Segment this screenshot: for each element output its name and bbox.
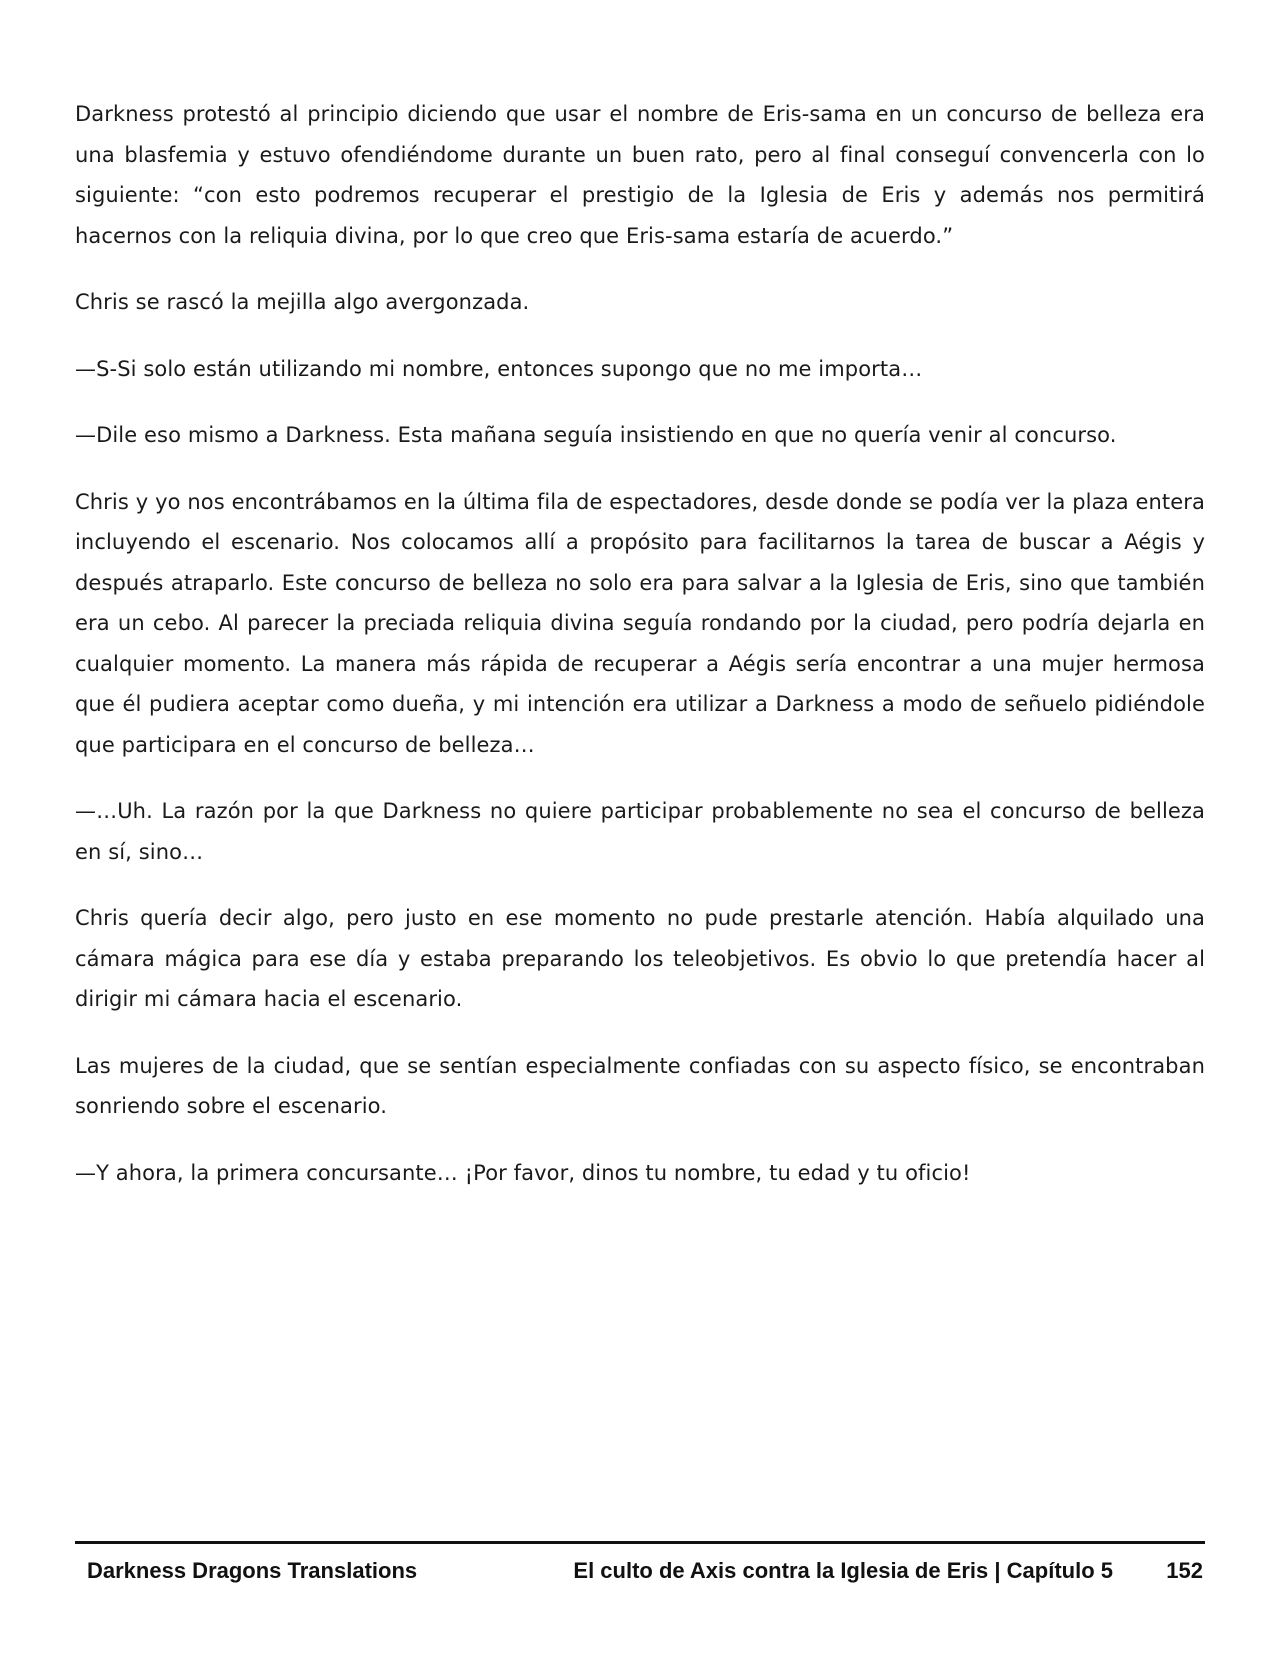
footer-row [75,1554,1205,1594]
paragraph-7: Chris quería decir algo, pero justo en ese momento no pude prestarle atención. Había alquilado una cámara mágica para ese día y estaba preparando los teleobjetivos. Es obvio lo que pretendía hacer al dirigir mi cámara hacia el escenario. [75,906,1205,1011]
page-footer [75,1541,1205,1594]
paragraph-9: —Y ahora, la primera concursante… ¡Por favor, dinos tu nombre, tu edad y tu oficio! [75,1160,971,1185]
paragraph-8: Las mujeres de la ciudad, que se sentían especialmente confiadas con su aspecto físico, se encontraban sonriendo sobre el escenario. [75,1053,1205,1118]
paragraph-6: —…Uh. La razón por la que Darkness no quiere participar probablemente no sea el concurso de belleza en sí, sino… [75,799,1205,864]
page-body [75,94,1205,1219]
paragraph-3: —S-Si solo están utilizando mi nombre, entonces supongo que no me importa… [75,356,923,381]
footer-chapter-title: El culto de Axis contra la Iglesia de Eris | Capítulo 5 [573,1558,1113,1583]
paragraph-4: —Dile eso mismo a Darkness. Esta mañana seguía insistiendo en que no quería venir al concurso. [75,423,1117,447]
paragraph-2: Chris se rascó la mejilla algo avergonzada. [75,290,530,314]
paragraph-5: Chris y yo nos encontrábamos en la última fila de espectadores, desde donde se podía ver la plaza entera incluyendo el escenario. Nos colocamos allí a propósito para facilitarnos la tarea de buscar a Aégis y después atraparlo. Este concurso de belleza no solo era para salvar a la Iglesia de Eris, sino que también era un cebo. Al parecer la preciada reliquia divina seguía rondando por la ciudad, pero podría dejarla en cualquier momento. La manera más rápida de recuperar a Aégis sería encontrar a una mujer hermosa que él pudiera aceptar como dueña, y mi intención era utilizar a Darkness a modo de señuelo pidiéndole que participara en el concurso de belleza… [75,489,1205,757]
footer-page-number: 152 [1166,1558,1203,1583]
paragraph-1: Darkness protestó al principio diciendo que usar el nombre de Eris-sama en un concurso de belleza era una blasfemia y estuvo ofendiéndome durante un buen rato, pero al final conseguí convencerla con lo siguiente: “con esto podremos recuperar el prestigio de la Iglesia de Eris y además nos permitirá hacernos con la reliquia divina, por lo que creo que Eris-sama estaría de acuerdo.” [75,102,1205,248]
footer-translator: Darkness Dragons Translations [87,1558,418,1583]
